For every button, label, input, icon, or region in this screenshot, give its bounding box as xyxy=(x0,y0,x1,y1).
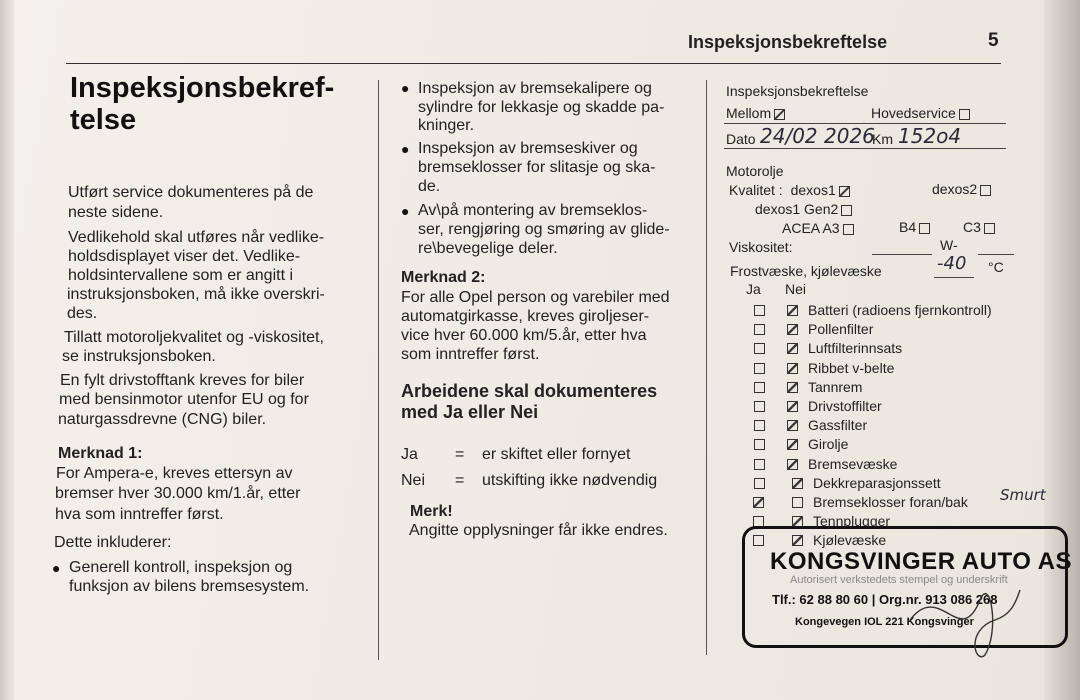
stamp-phone: Tlf.: 62 88 80 60 | Org.nr. 913 086 268 xyxy=(772,592,998,607)
note1-title: Merknad 1: xyxy=(58,445,143,462)
dato-handwritten[interactable]: 24/02 2026 xyxy=(760,124,875,148)
merk-title: Merk! xyxy=(410,503,453,520)
bullet-icon: ● xyxy=(401,141,410,157)
bullet1-line: Generell kontroll, inspeksjon og xyxy=(69,559,293,576)
acea-text: ACEA A3 xyxy=(782,220,840,236)
bullet2-line: Inspeksjon av bremsekalipere og xyxy=(418,80,652,97)
dexos1gen2-text: dexos1 Gen2 xyxy=(755,201,839,217)
note1-line: bremser hver 30.000 km/1.år, etter xyxy=(55,485,301,502)
note2-line: som inntreffer først. xyxy=(401,346,540,363)
checklist-nei-checkbox[interactable] xyxy=(787,420,798,431)
hovedservice-label xyxy=(871,104,970,122)
b4-text: B4 xyxy=(899,219,917,235)
col1-p2-line: Vedlikehold skal utføres når vedlike- xyxy=(68,229,325,246)
col1-p2-line: holdsdisplayet viser det. Vedlike- xyxy=(68,248,301,265)
note2-line: For alle Opel person og varebiler med xyxy=(401,289,670,306)
equals-sign: = xyxy=(455,472,465,489)
ja-label: Ja xyxy=(401,446,418,463)
stamp-address: Kongevegen IOL 221 Kongsvinger xyxy=(795,616,974,628)
running-header-title: Inspeksjonsbekreftelse xyxy=(688,32,888,52)
checklist-item-label: Tennplugger xyxy=(813,513,891,529)
c3-text: C3 xyxy=(963,219,981,235)
dexos1-checkbox[interactable] xyxy=(839,186,850,197)
dexos2-text: dexos2 xyxy=(932,181,978,197)
bullet-icon: ● xyxy=(401,80,410,96)
form-line xyxy=(724,148,1006,149)
column-divider-2 xyxy=(706,80,707,655)
mellom-checkbox[interactable] xyxy=(774,109,785,120)
merk-text: Angitte opplysninger får ikke endres. xyxy=(409,522,668,539)
checklist-item-label: Gassfilter xyxy=(808,417,868,433)
bullet4-line: re\bevegelige deler. xyxy=(418,240,558,257)
mellom-text: Mellom xyxy=(726,105,772,121)
viskositet-blank[interactable] xyxy=(872,254,932,255)
signature-scribble xyxy=(900,560,1030,670)
celsius-label: °C xyxy=(988,259,1004,275)
checklist-ja-checkbox[interactable] xyxy=(754,439,765,450)
note1-line: For Ampera-e, kreves ettersyn av xyxy=(56,465,293,482)
equals-sign: = xyxy=(455,446,465,463)
b4-label xyxy=(899,218,930,236)
hovedservice-checkbox[interactable] xyxy=(959,109,970,120)
bullet2-line: sylindre for lekkasje og skadde pa- xyxy=(418,99,665,116)
checklist-nei-checkbox[interactable] xyxy=(792,478,803,489)
col1-p4-line: med bensinmotor utenfor EU og for xyxy=(59,391,309,408)
col1-p3-line: Tillatt motoroljekvalitet og -viskositet, xyxy=(64,329,324,346)
km-label: Km xyxy=(872,131,893,147)
dato-label: Dato xyxy=(726,131,756,147)
acea-checkbox[interactable] xyxy=(843,224,854,235)
viskositet-blank[interactable] xyxy=(978,254,1014,255)
km-handwritten[interactable]: 152o4 xyxy=(898,124,962,148)
checklist-ja-checkbox[interactable] xyxy=(754,459,765,470)
col1-p4-line: naturgassdrevne (CNG) biler. xyxy=(58,411,267,428)
checklist-item-label: Pollenfilter xyxy=(808,321,874,337)
w-label: W- xyxy=(940,237,958,253)
bullet-icon: ● xyxy=(52,560,61,576)
checklist-ja-checkbox[interactable] xyxy=(754,343,765,354)
dexos2-label xyxy=(932,180,991,198)
doc-heading-line: med Ja eller Nei xyxy=(401,402,539,422)
col1-p4-line: En fylt drivstofftank kreves for biler xyxy=(60,372,305,389)
checklist-nei-checkbox[interactable] xyxy=(787,305,798,316)
ja-definition: er skiftet eller fornyet xyxy=(482,446,631,463)
checklist-item-label: Bremsevæske xyxy=(808,456,898,472)
checklist-item-label: Dekkreparasjonssett xyxy=(813,475,941,491)
b4-checkbox[interactable] xyxy=(919,223,930,234)
checklist-ja-checkbox[interactable] xyxy=(754,305,765,316)
checklist-ja-checkbox[interactable] xyxy=(754,420,765,431)
form-title: Inspeksjonsbekreftelse xyxy=(726,83,869,99)
bullet3-line: Inspeksjon av bremseskiver og xyxy=(418,140,638,157)
checklist-nei-checkbox[interactable] xyxy=(787,382,798,393)
viskositet-label: Viskositet: xyxy=(729,239,793,255)
bullet4-line: Av\på montering av bremseklos- xyxy=(418,202,648,219)
c3-label xyxy=(963,218,995,236)
stamp-subtitle: Autorisert verkstedets stempel og underskrift xyxy=(790,574,1008,586)
kvalitet-label xyxy=(729,181,850,199)
frost-blank xyxy=(934,277,974,278)
checklist-ja-checkbox[interactable] xyxy=(754,324,765,335)
note2-line: vice hver 60.000 km/5.år, etter hva xyxy=(401,327,647,344)
stamp-company-name: KONGSVINGER AUTO AS xyxy=(770,548,1072,575)
page-title-line-1: Inspeksjonsbekref- xyxy=(70,72,335,104)
dexos1-text: dexos1 xyxy=(790,182,836,198)
col1-p2-line: holdsintervallene som er angitt i xyxy=(68,267,294,284)
bullet3-line: bremseklosser for slitasje og ska- xyxy=(418,159,656,176)
includes-label: Dette inkluderer: xyxy=(54,534,172,551)
page-number: 5 xyxy=(988,30,999,51)
checklist-nei-checkbox[interactable] xyxy=(787,363,798,374)
col1-p3-line: se instruksjonsboken. xyxy=(62,348,216,365)
col1-p2-line: des. xyxy=(67,305,98,322)
bullet1-line: funksjon av bilens bremsesystem. xyxy=(69,578,310,595)
nei-label: Nei xyxy=(401,472,426,489)
mellom-label xyxy=(726,104,785,122)
checklist-nei-checkbox[interactable] xyxy=(787,401,798,412)
acea-label xyxy=(782,219,854,237)
nei-column-header: Nei xyxy=(785,281,807,297)
checklist-ja-checkbox[interactable] xyxy=(754,401,765,412)
frost-handwritten[interactable]: -40 xyxy=(937,253,967,274)
checklist-nei-checkbox[interactable] xyxy=(787,343,798,354)
dexos1gen2-checkbox[interactable] xyxy=(841,205,852,216)
page-left-edge xyxy=(0,0,14,700)
checklist-nei-checkbox[interactable] xyxy=(787,459,798,470)
col1-p1-line: neste sidene. xyxy=(68,204,164,221)
checklist-item-label: Bremseklosser foran/bak xyxy=(813,494,968,510)
dexos2-checkbox[interactable] xyxy=(980,185,991,196)
note2-line: automatgirkasse, kreves giroljeser- xyxy=(401,308,650,325)
brake-note-handwritten: Smurt xyxy=(1000,486,1046,504)
c3-checkbox[interactable] xyxy=(984,223,995,234)
page-title xyxy=(70,72,334,136)
ja-column-header: Ja xyxy=(746,281,761,297)
note2-title: Merknad 2: xyxy=(401,269,486,286)
checklist-item-label: Tannrem xyxy=(808,379,863,395)
checklist-item-label: Batteri (radioens fjernkontroll) xyxy=(808,302,992,318)
kvalitet-text: Kvalitet : xyxy=(729,182,783,198)
col1-p1-line: Utført service dokumenteres på de xyxy=(68,184,314,201)
column-divider-1 xyxy=(378,80,379,660)
bullet2-line: kninger. xyxy=(418,117,475,134)
checklist-ja-checkbox[interactable] xyxy=(753,497,764,508)
motorolje-label: Motorolje xyxy=(726,163,784,179)
checklist-ja-checkbox[interactable] xyxy=(754,363,765,374)
checklist-item-label: Drivstoffilter xyxy=(808,398,882,414)
note1-line: hva som inntreffer først. xyxy=(55,506,224,523)
doc-heading-line: Arbeidene skal dokumenteres xyxy=(401,381,658,401)
dexos1gen2-label xyxy=(755,200,852,218)
frost-label: Frostvæske, kjølevæske xyxy=(730,263,882,279)
bullet4-line: ser, rengjøring og smøring av glide- xyxy=(418,221,670,238)
checklist-nei-checkbox[interactable] xyxy=(787,439,798,450)
checklist-item-label: Luftfilterinnsats xyxy=(808,340,903,356)
checklist-item-label: Kjølevæske xyxy=(813,532,887,548)
bullet3-line: de. xyxy=(418,178,441,195)
checklist-ja-checkbox[interactable] xyxy=(754,382,765,393)
checklist-ja-checkbox[interactable] xyxy=(754,478,765,489)
page-title-line-2: telse xyxy=(70,104,137,136)
header-rule xyxy=(66,63,1001,64)
hovedservice-text: Hovedservice xyxy=(871,105,956,121)
checklist-nei-checkbox[interactable] xyxy=(792,497,803,508)
checklist-item-label: Ribbet v-belte xyxy=(808,360,895,376)
checklist-nei-checkbox[interactable] xyxy=(787,324,798,335)
bullet-icon: ● xyxy=(401,203,410,219)
col1-p2-line: instruksjonsboken, må ikke overskri- xyxy=(67,286,325,303)
nei-definition: utskifting ikke nødvendig xyxy=(482,472,658,489)
checklist-item-label: Girolje xyxy=(808,436,849,452)
